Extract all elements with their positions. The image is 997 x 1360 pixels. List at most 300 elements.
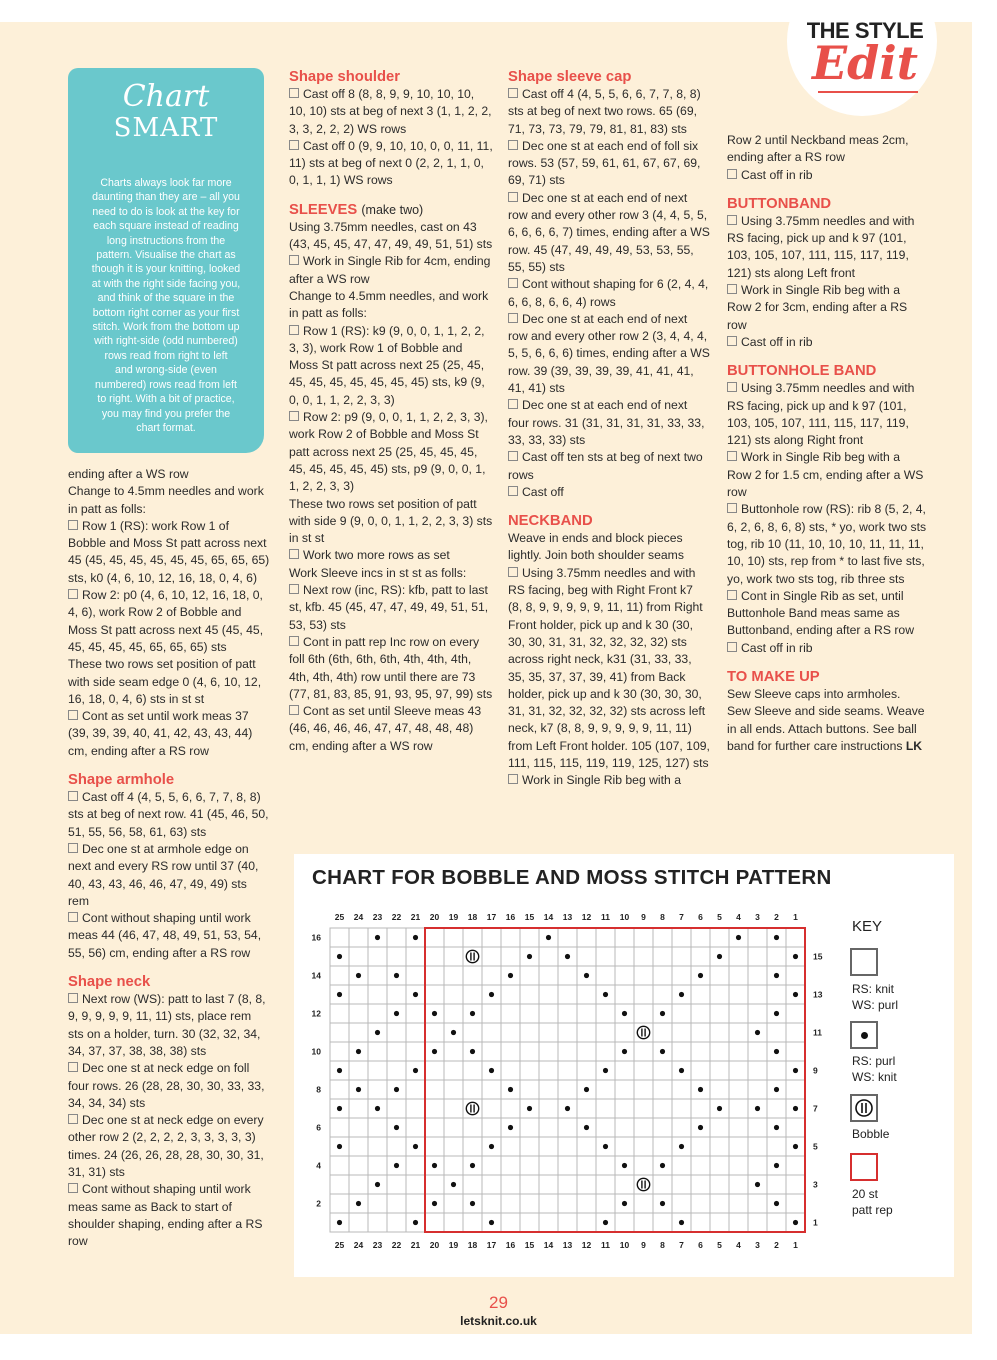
- row-label-right: 1: [813, 1217, 818, 1228]
- chart-cell: [368, 1213, 387, 1232]
- chart-cell: [729, 966, 748, 985]
- purl-dot: [394, 1087, 399, 1092]
- col1-item: Cont as set until work meas 37 (39, 39, 39, 40, 41, 42, 43, 43, 44) cm, ending after a RS row: [68, 709, 253, 758]
- column-label-bottom: 23: [372, 1240, 383, 1250]
- chart-cell: [520, 1137, 539, 1156]
- chart-cell: [368, 1042, 387, 1061]
- chart-cell: [634, 1061, 653, 1080]
- chart-cell: [710, 1213, 729, 1232]
- chart-cell: [425, 1061, 444, 1080]
- chart-cell: [406, 1175, 425, 1194]
- column-label-top: 6: [698, 912, 703, 922]
- chart-cell: [330, 1156, 349, 1175]
- column-label-bottom: 25: [334, 1240, 345, 1250]
- chart-cell: [539, 1137, 558, 1156]
- chart-cell: [539, 1213, 558, 1232]
- chart-cell: [425, 947, 444, 966]
- chart-cell: [653, 966, 672, 985]
- column-label-bottom: 4: [736, 1240, 741, 1250]
- chart-cell: [330, 1042, 349, 1061]
- column-label-bottom: 13: [562, 1240, 573, 1250]
- chart-cell: [330, 966, 349, 985]
- chart-cell: [501, 947, 520, 966]
- col2-item: Cast off 0 (9, 9, 10, 10, 0, 0, 11, 11, 11) sts at beg of next 0 (2, 2, 1, 1, 0, 0, 1, 1, 1) WS rows: [289, 138, 493, 188]
- chart-cell: [444, 1042, 463, 1061]
- chart-cell: [501, 1175, 520, 1194]
- chart-cell: [444, 1004, 463, 1023]
- chart-cell: [577, 928, 596, 947]
- row-label-left: 10: [311, 1046, 321, 1057]
- column-label-top: 7: [679, 912, 684, 922]
- chart-cell: [729, 1118, 748, 1137]
- chart-cell: [615, 1118, 634, 1137]
- chart-cell: [349, 1118, 368, 1137]
- chart-cell: [368, 1137, 387, 1156]
- col4-item: Cont in Single Rib as set, until Buttonhole Band meas same as Buttonband, ending after a RS row: [727, 588, 914, 638]
- chart-cell: [786, 1042, 805, 1061]
- chart-cell: [368, 1080, 387, 1099]
- row-label-right: 5: [813, 1141, 818, 1152]
- col2-item: Work in Single Rib for 4cm, ending after a WS row: [289, 254, 491, 286]
- chart-cell: [710, 1042, 729, 1061]
- chart-cell: [634, 1099, 653, 1118]
- chart-cell: [672, 1194, 691, 1213]
- chart-cell: [710, 1080, 729, 1099]
- chart-cell: [748, 1213, 767, 1232]
- chart-cell: [786, 928, 805, 947]
- chart-cell: [463, 985, 482, 1004]
- col1-line: ending after a WS row: [68, 467, 189, 481]
- purl-dot: [356, 1201, 361, 1206]
- chart-cell: [368, 966, 387, 985]
- row-label-left: 12: [311, 1008, 321, 1019]
- chart-cell: [615, 1023, 634, 1042]
- purl-dot: [622, 1201, 627, 1206]
- chart-cell: [463, 1080, 482, 1099]
- chart-cell: [691, 1099, 710, 1118]
- chart-cell: [634, 1118, 653, 1137]
- chart-cell: [330, 928, 349, 947]
- chart-cell: [539, 1118, 558, 1137]
- chart-cell: [615, 985, 634, 1004]
- col2-line: These two rows set position of patt with side 9 (9, 0, 0, 1, 1, 2, 2, 3, 3) sts in st st: [289, 496, 493, 546]
- chart-cell: [634, 1194, 653, 1213]
- chart-cell: [349, 947, 368, 966]
- chart-cell: [786, 1004, 805, 1023]
- purl-dot: [584, 1125, 589, 1130]
- chart-cell: [558, 1137, 577, 1156]
- column-label-top: 17: [486, 912, 497, 922]
- purl-dot: [622, 1049, 627, 1054]
- purl-dot: [755, 1030, 760, 1035]
- column-label-top: 25: [334, 912, 345, 922]
- chart-cell: [729, 1194, 748, 1213]
- purl-dot: [603, 992, 608, 997]
- chart-cell: [577, 1061, 596, 1080]
- purl-dot: [774, 1011, 779, 1016]
- chart-cell: [368, 985, 387, 1004]
- purl-dot: [413, 992, 418, 997]
- make-up-text: Sew Sleeve caps into armholes. Sew Sleeve and side seams. Weave in all ends. Attach buttons. See ball band for further care instructions LK: [727, 687, 925, 753]
- chart-cell: [539, 1194, 558, 1213]
- chart-cell: [729, 1080, 748, 1099]
- chart-cell: [596, 928, 615, 947]
- chart-cell: [501, 985, 520, 1004]
- chart-cell: [710, 966, 729, 985]
- col3-item: Dec one st at each end of next row and every other row 2 (3, 4, 4, 4, 5, 5, 6, 6, 6) times, ending after a WS row. 39 (39, 39, 39, 39, 41, 41, 41, 41, 41) sts: [508, 311, 710, 396]
- col3-item: Cast off: [508, 484, 710, 501]
- column-label-bottom: 19: [448, 1240, 459, 1250]
- chart-cell: [653, 1023, 672, 1042]
- chart-cell: [520, 1194, 539, 1213]
- purl-dot: [755, 1106, 760, 1111]
- chart-cell: [786, 1156, 805, 1175]
- chart-cell: [349, 1023, 368, 1042]
- chart-cell: [653, 1213, 672, 1232]
- chart-cell: [520, 1042, 539, 1061]
- purl-dot: [584, 973, 589, 978]
- chart-cell: [729, 1137, 748, 1156]
- chart-cell: [691, 1004, 710, 1023]
- bobble-icon: [852, 1096, 876, 1120]
- chart-cell: [482, 1004, 501, 1023]
- chart-cell: [444, 966, 463, 985]
- col2-item: Row 1 (RS): k9 (9, 0, 0, 1, 1, 2, 2, 3, 3), work Row 1 of Bobble and Moss St patt across next 25 (25, 45, 45, 45, 45, 45, 45, 45, 45) sts, k9 (9, 0, 0, 1, 1, 2, 2, 3, 3): [289, 323, 485, 407]
- site-url: letsknit.co.uk: [460, 1314, 537, 1328]
- chart-cell: [786, 1023, 805, 1042]
- col4-item: Work in Single Rib beg with a Row 2 for 1.5 cm, ending after a WS row: [727, 450, 924, 500]
- purl-dot: [774, 1163, 779, 1168]
- chart-cell: [710, 1061, 729, 1080]
- key-repeat-label: 20 st patt rep: [852, 1187, 893, 1217]
- col1-item: Dec one st at armhole edge on next and every RS row until 37 (40, 40, 43, 43, 46, 46, 47, 49, 49) sts rem: [68, 841, 259, 908]
- chart-cell: [634, 966, 653, 985]
- chart-cell: [577, 1023, 596, 1042]
- chart-cell: [520, 1213, 539, 1232]
- column-label-top: 14: [543, 912, 554, 922]
- purl-dot: [489, 1144, 494, 1149]
- chart-cell: [748, 1194, 767, 1213]
- row-label-left: 6: [316, 1122, 321, 1133]
- chart-cell: [634, 1080, 653, 1099]
- purl-dot: [337, 992, 342, 997]
- chart-cell: [387, 1042, 406, 1061]
- chart-smart-title-1: Chart: [122, 79, 210, 114]
- col3-item: Work in Single Rib beg with a: [508, 772, 710, 789]
- chart-cell: [501, 1194, 520, 1213]
- chart-cell: [387, 1061, 406, 1080]
- purl-dot: [774, 1087, 779, 1092]
- column-label-top: 11: [601, 912, 610, 922]
- chart-cell: [710, 1004, 729, 1023]
- col2-item: Cast off 8 (8, 8, 9, 9, 10, 10, 10, 10, 10) sts at beg of next 3 (1, 1, 2, 2, 3, 3, 2, 2, 2) WS rows: [289, 87, 492, 136]
- badge-edit-text: Edit: [812, 36, 918, 90]
- chart-cell: [425, 928, 444, 947]
- chart-cell: [710, 1118, 729, 1137]
- chart-cell: [349, 1061, 368, 1080]
- chart-cell: [577, 1194, 596, 1213]
- chart-cell: [387, 985, 406, 1004]
- chart-cell: [729, 1099, 748, 1118]
- purl-dot: [793, 1106, 798, 1111]
- chart-cell: [463, 1061, 482, 1080]
- chart-cell: [482, 947, 501, 966]
- chart-cell: [577, 1156, 596, 1175]
- chart-cell: [539, 1175, 558, 1194]
- purl-dot: [375, 1106, 380, 1111]
- chart-cell: [672, 947, 691, 966]
- purl-dot: [774, 935, 779, 940]
- page-number: 29: [489, 1293, 508, 1312]
- chart-cell: [767, 1023, 786, 1042]
- chart-cell: [748, 1137, 767, 1156]
- chart-cell: [368, 947, 387, 966]
- column-label-bottom: 2: [774, 1240, 779, 1250]
- chart-cell: [463, 1137, 482, 1156]
- chart-cell: [539, 1061, 558, 1080]
- chart-cell: [539, 966, 558, 985]
- column-label-bottom: 17: [486, 1240, 497, 1250]
- chart-cell: [387, 1099, 406, 1118]
- make-up-heading: TO MAKE UP: [727, 669, 820, 686]
- purl-dot: [774, 1125, 779, 1130]
- column-label-top: 3: [755, 912, 760, 922]
- chart-cell: [558, 966, 577, 985]
- chart-cell: [729, 1023, 748, 1042]
- purl-dot: [489, 1220, 494, 1225]
- chart-cell: [672, 1004, 691, 1023]
- purl-dot: [698, 1087, 703, 1092]
- purl-dot: [470, 1163, 475, 1168]
- chart-cell: [482, 966, 501, 985]
- chart-cell: [482, 928, 501, 947]
- chart-cell: [786, 1080, 805, 1099]
- chart-cell: [444, 1213, 463, 1232]
- chart-cell: [596, 1156, 615, 1175]
- column-label-bottom: 10: [619, 1240, 630, 1250]
- purl-dot: [432, 1163, 437, 1168]
- col3-item: Cont without shaping for 6 (2, 4, 4, 6, 6, 8, 6, 6, 4) rows: [508, 277, 709, 309]
- chart-cell: [596, 966, 615, 985]
- purl-dot: [660, 1201, 665, 1206]
- key-purl-label: RS: purl WS: knit: [852, 1054, 897, 1084]
- purl-dot: [356, 1087, 361, 1092]
- chart-cell: [634, 1156, 653, 1175]
- purl-dot: [375, 1182, 380, 1187]
- chart-cell: [710, 985, 729, 1004]
- chart-cell: [425, 966, 444, 985]
- sleeve-cap-heading: Shape sleeve cap: [508, 69, 632, 85]
- col1-item: Dec one st at neck edge on every other row 2 (2, 2, 2, 2, 3, 3, 3, 3, 3) times. 24 (26, 26, 28, 28, 30, 30, 31, 31, 31) sts: [68, 1113, 264, 1179]
- column-label-top: 1: [793, 912, 798, 922]
- chart-cell: [406, 1080, 425, 1099]
- col1-item: Row 2: p0 (4, 6, 10, 12, 16, 18, 0, 4, 6), work Row 2 of Bobble and Moss St patt across next 45 (45, 45, 45, 45, 45, 45, 65, 65, 65) sts: [68, 588, 264, 654]
- chart-cell: [596, 1099, 615, 1118]
- col3-item: Cast off ten sts at beg of next two rows: [508, 450, 703, 482]
- chart-cell: [786, 1118, 805, 1137]
- chart-cell: [463, 1023, 482, 1042]
- chart-title: CHART FOR BOBBLE AND MOSS STITCH PATTERN: [312, 866, 832, 889]
- column-label-bottom: 12: [581, 1240, 592, 1250]
- chart-cell: [558, 1023, 577, 1042]
- chart-cell: [691, 1175, 710, 1194]
- chart-cell: [729, 985, 748, 1004]
- chart-cell: [406, 1194, 425, 1213]
- chart-cell: [406, 1023, 425, 1042]
- chart-cell: [615, 1099, 634, 1118]
- chart-cell: [729, 947, 748, 966]
- chart-cell: [577, 985, 596, 1004]
- chart-cell: [349, 1137, 368, 1156]
- purl-dot: [489, 992, 494, 997]
- dot-icon: [861, 1032, 868, 1039]
- chart-cell: [710, 1023, 729, 1042]
- key-purl-swatch: [850, 1021, 878, 1049]
- chart-cell: [748, 1080, 767, 1099]
- chart-cell: [748, 966, 767, 985]
- chart-cell: [349, 928, 368, 947]
- chart-cell: [577, 947, 596, 966]
- col2-item: Next row (inc, RS): kfb, patt to last st, kfb. 45 (45, 47, 47, 49, 49, 51, 51, 53, 53) sts: [289, 583, 489, 632]
- chart-cell: [425, 1099, 444, 1118]
- purl-dot: [660, 1011, 665, 1016]
- chart-cell: [558, 1175, 577, 1194]
- chart-cell: [444, 1099, 463, 1118]
- chart-cell: [406, 1118, 425, 1137]
- column-label-top: 5: [717, 912, 722, 922]
- col1-item: Cont without shaping until work meas same as Back to start of shoulder shaping, ending after a RS row: [68, 1182, 263, 1249]
- chart-cell: [330, 1004, 349, 1023]
- purl-dot: [470, 1011, 475, 1016]
- purl-dot: [527, 1106, 532, 1111]
- chart-cell: [615, 1175, 634, 1194]
- purl-dot: [793, 1220, 798, 1225]
- chart-cell: [406, 947, 425, 966]
- chart-cell: [349, 1099, 368, 1118]
- purl-dot: [413, 1144, 418, 1149]
- purl-dot: [774, 1201, 779, 1206]
- purl-dot: [584, 1087, 589, 1092]
- chart-cell: [767, 1137, 786, 1156]
- col1-item: Cont without shaping until work meas 44 (46, 47, 48, 49, 51, 53, 54, 55, 56) cm, ending after a RS row: [68, 911, 262, 960]
- chart-cell: [520, 985, 539, 1004]
- chart-cell: [634, 1004, 653, 1023]
- chart-cell: [539, 1023, 558, 1042]
- col4-item: Cast off in rib: [727, 334, 927, 351]
- chart-cell: [767, 1213, 786, 1232]
- chart-cell: [368, 1156, 387, 1175]
- chart-cell: [482, 1156, 501, 1175]
- purl-dot: [470, 1201, 475, 1206]
- purl-dot: [698, 1125, 703, 1130]
- column-label-bottom: 20: [429, 1240, 440, 1250]
- chart-cell: [748, 1004, 767, 1023]
- chart-cell: [520, 928, 539, 947]
- purl-dot: [793, 1068, 798, 1073]
- chart-cell: [767, 1061, 786, 1080]
- row-label-left: 4: [316, 1160, 321, 1171]
- chart-cell: [615, 928, 634, 947]
- col1-item: Dec one st at neck edge on foll four rows. 26 (28, 28, 30, 30, 33, 33, 34, 34, 34) sts: [68, 1061, 265, 1110]
- chart-cell: [691, 1061, 710, 1080]
- row-label-right: 13: [813, 989, 823, 1000]
- column-label-bottom: 1: [793, 1240, 798, 1250]
- chart-cell: [444, 1061, 463, 1080]
- purl-dot: [717, 954, 722, 959]
- purl-dot: [508, 973, 513, 978]
- column-label-top: 22: [391, 912, 402, 922]
- column-label-top: 4: [736, 912, 741, 922]
- chart-cell: [596, 1118, 615, 1137]
- chart-cell: [767, 1175, 786, 1194]
- chart-cell: [425, 985, 444, 1004]
- chart-cell: [615, 1213, 634, 1232]
- column-label-bottom: 7: [679, 1240, 684, 1250]
- column-label-top: 2: [774, 912, 779, 922]
- chart-cell: [463, 1118, 482, 1137]
- chart-cell: [501, 1156, 520, 1175]
- purl-dot: [375, 935, 380, 940]
- column-label-top: 19: [448, 912, 459, 922]
- chart-cell: [444, 1137, 463, 1156]
- column-label-top: 13: [562, 912, 573, 922]
- chart-cell: [577, 1175, 596, 1194]
- chart-cell: [330, 1118, 349, 1137]
- purl-dot: [508, 1087, 513, 1092]
- chart-cell: [577, 1099, 596, 1118]
- purl-dot: [603, 1068, 608, 1073]
- column-label-top: 16: [505, 912, 516, 922]
- key-knit-label: RS: knit WS: purl: [852, 982, 899, 1012]
- column-label-bottom: 21: [410, 1240, 421, 1250]
- chart-cell: [672, 1099, 691, 1118]
- purl-dot: [679, 1220, 684, 1225]
- column-label-top: 8: [660, 912, 665, 922]
- chart-cell: [786, 1194, 805, 1213]
- chart-cell: [463, 1175, 482, 1194]
- chart-cell: [501, 1023, 520, 1042]
- key-title: KEY: [852, 918, 883, 935]
- key-repeat-swatch: [850, 1153, 878, 1181]
- column-label-bottom: 18: [467, 1240, 478, 1250]
- chart-cell: [653, 1118, 672, 1137]
- chart-cell: [615, 947, 634, 966]
- col1-line: These two rows set position of patt with side seam edge 0 (4, 6, 10, 12, 16, 18, 0, 4, 6) sts in st st: [68, 657, 262, 706]
- purl-dot: [394, 1125, 399, 1130]
- chart-cell: [501, 928, 520, 947]
- column-label-top: 10: [619, 912, 630, 922]
- chart-cell: [425, 1213, 444, 1232]
- column-label-bottom: 9: [641, 1240, 646, 1250]
- purl-dot: [337, 1106, 342, 1111]
- chart-cell: [577, 1213, 596, 1232]
- chart-cell: [387, 1175, 406, 1194]
- purl-dot: [622, 1011, 627, 1016]
- purl-dot: [679, 1144, 684, 1149]
- purl-dot: [432, 1201, 437, 1206]
- col2-item: Row 2: p9 (9, 0, 0, 1, 1, 2, 2, 3, 3), work Row 2 of Bobble and Moss St patt across next 25 (25, 45, 45, 45, 45, 45, 45, 45, 45) sts, p9 (9, 0, 0, 1, 1, 2, 2, 3, 3): [289, 410, 488, 494]
- purl-dot: [394, 973, 399, 978]
- purl-dot: [432, 1011, 437, 1016]
- chart-cell: [463, 966, 482, 985]
- chart-cell: [653, 928, 672, 947]
- chart-cell: [539, 947, 558, 966]
- chart-cell: [653, 985, 672, 1004]
- chart-smart-title-2: SMART: [113, 113, 219, 143]
- neckband-heading: NECKBAND: [508, 513, 593, 530]
- chart-cell: [691, 1137, 710, 1156]
- chart-cell: [672, 1023, 691, 1042]
